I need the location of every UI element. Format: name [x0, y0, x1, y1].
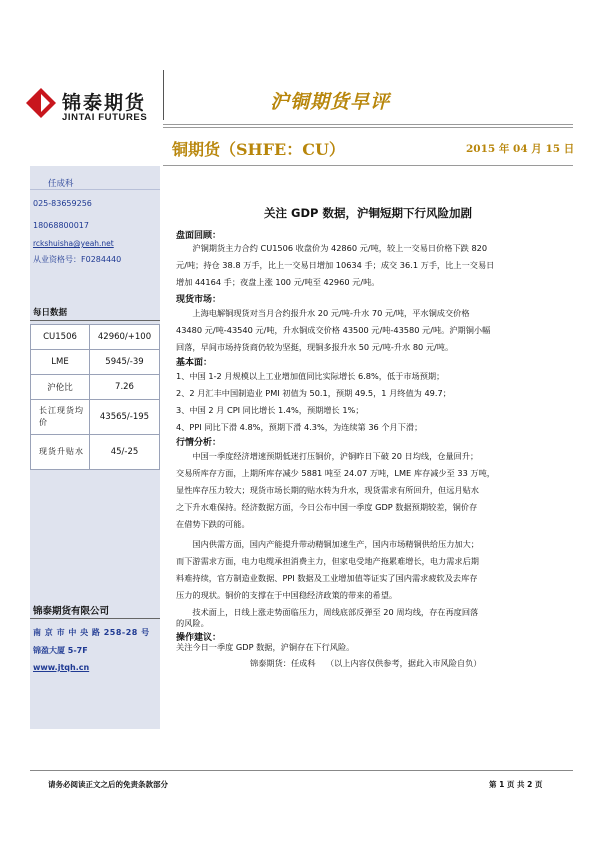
product-name: 铜期货（SHFE：CU） [172, 140, 345, 159]
paragraph-line: 中国一季度经济增速预期低迷打压铜价，沪铜昨日下破 20 日均线，仓量回升； [192, 451, 479, 461]
company-website-link[interactable]: www.jtqh.cn [33, 663, 90, 672]
paragraph-line: 显性库存压力较大；现货市场长期的贴水转为升水，现货需求有所回升，但远月贴水 [176, 485, 479, 495]
table-cell-value: 5945/-39 [90, 350, 160, 375]
paragraph-line: 交易所库存方面，上期所库存减少 5881 吨至 24.07 万吨，LME 库存减少至 33 万吨， [176, 468, 495, 478]
paragraph-line: 压力的现状。铜价的支撑在于中国稳经济政策的带来的希望。 [176, 590, 398, 600]
report-date: 2015 年 04 月 15 日 [466, 143, 575, 155]
paragraph-line: 料难持续，官方制造业数据、PPI 数据及工业增加值等证实了国内需求疲软及去库存 [176, 573, 478, 583]
list-item: 4、PPI 同比下滑 4.8%，预期下滑 4.3%，为连续第 36 个月下滑； [176, 422, 423, 432]
paragraph-line: 之下升水难保持。经济数据方面，今日公布中国一季度 GDP 数据预期较差，铜价存 [176, 502, 478, 512]
brand-name-cn: 锦泰期货 [62, 92, 147, 114]
paragraph-line: 国内供需方面，国内产能提升带动精铜加速生产，国内市场精铜供给压力加大； [192, 539, 479, 549]
analyst-name: 任成科 [48, 179, 74, 189]
page-number: 第 1 页 共 2 页 [489, 780, 543, 789]
subheader-rule [163, 165, 573, 166]
advice-text: 关注今日一季度 GDP 数据，沪铜存在下行风险。 [176, 642, 355, 652]
table-row [31, 375, 160, 400]
table-row [31, 325, 160, 350]
paragraph-line: 技术面上，日线上涨走势面临压力，周线底部反弹至 20 周均线，存在再度回落 [192, 607, 479, 617]
table-cell-label: CU1506 [31, 325, 90, 350]
daily-data-rule [30, 320, 160, 321]
table-cell-label: 现货升贴水 [31, 435, 90, 470]
paragraph-line: 元/吨；持仓 38.8 万手，比上一交易日增加 10634 手；成交 36.1 万手，比上一交易日 [176, 260, 495, 270]
report-title: 沪铜期货早评 [270, 91, 391, 113]
paragraph-line: 的风险。 [176, 618, 209, 628]
company-name: 锦泰期货有限公司 [33, 606, 110, 617]
table-row [31, 435, 160, 470]
section-title-advice: 操作建议： [176, 633, 222, 643]
paragraph-line: 43480 元/吨-43540 元/吨，升水铜成交价格 43500 元/吨-43580 元/吨。沪期铜小幅 [176, 325, 491, 335]
table-cell-label: 沪伦比 [31, 375, 90, 400]
paragraph-line: 增加 44164 手；夜盘上涨 100 元/吨至 42960 元/吨。 [176, 277, 380, 287]
brand-name-en: JINTAI FUTURES [62, 112, 148, 123]
header-divider [163, 70, 164, 120]
analyst-phone-1: 025-83659256 [33, 199, 92, 208]
table-cell-value: 45/-25 [90, 435, 160, 470]
table-cell-value: 42960/+100 [90, 325, 160, 350]
paragraph-line: 沪铜期货主力合约 CU1506 收盘价为 42860 元/吨，较上一交易日价格下跌 820 [192, 243, 488, 253]
table-cell-value: 43565/-195 [90, 400, 160, 435]
section-title-analysis: 行情分析： [176, 438, 222, 448]
table-cell-label: LME [31, 350, 90, 375]
analyst-email-link[interactable]: rckshuisha@yeah.net [33, 239, 114, 248]
analyst-phone-2: 18068800017 [33, 221, 89, 230]
table-row [31, 350, 160, 375]
sidebar-rule [30, 189, 160, 190]
signature-line: 锦泰期货：任成科 （以上内容仅供参考，据此入市风险自负） [250, 658, 482, 668]
section-title-fundamentals: 基本面： [176, 358, 213, 368]
article-headline: 关注 GDP 数据，沪铜短期下行风险加剧 [264, 206, 472, 220]
table-cell-label: 长江现货均价 [31, 400, 90, 435]
section-title-spot-market: 现货市场： [176, 295, 222, 305]
analyst-license: 从业资格号：F0284440 [33, 255, 122, 264]
daily-data-title: 每日数据 [33, 308, 68, 318]
company-address-2: 锦盈大厦 5-7F [33, 646, 88, 655]
header-rule-2 [163, 127, 573, 128]
company-rule [30, 618, 160, 619]
jintai-logo-icon [26, 88, 56, 118]
footer-disclaimer: 请务必阅读正文之后的免责条款部分 [48, 780, 168, 789]
list-item: 3、中国 2 月 CPI 同比增长 1.4%，预期增长 1%； [176, 405, 364, 415]
table-row [31, 400, 160, 435]
table-cell-value: 7.26 [90, 375, 160, 400]
paragraph-line: 回落，早间市场持货商仍较为坚挺，现铜多报升水 50 元/吨-升水 80 元/吨。 [176, 342, 454, 352]
list-item: 1、中国 1-2 月规模以上工业增加值同比实际增长 6.8%，低于市场预期； [176, 371, 445, 381]
paragraph-line: 在借势下跌的可能。 [176, 519, 250, 529]
footer-rule [30, 770, 573, 771]
paragraph-line: 而下游需求方面，电力电缆承担消费主力，但家电受地产拖累难增长，电力需求后期 [176, 556, 479, 566]
daily-data-table [30, 324, 160, 470]
paragraph-line: 上海电解铜现货对当月合约报升水 20 元/吨-升水 70 元/吨，平水铜成交价格 [192, 308, 470, 318]
section-title-market-review: 盘面回顾： [176, 231, 222, 241]
company-address-1: 南 京 市 中 央 路 258-28 号 [33, 628, 150, 637]
list-item: 2、2 月汇丰中国制造业 PMI 初值为 50.1，预期 49.5，1 月终值为 49.7； [176, 388, 451, 398]
header-rule [163, 124, 573, 125]
